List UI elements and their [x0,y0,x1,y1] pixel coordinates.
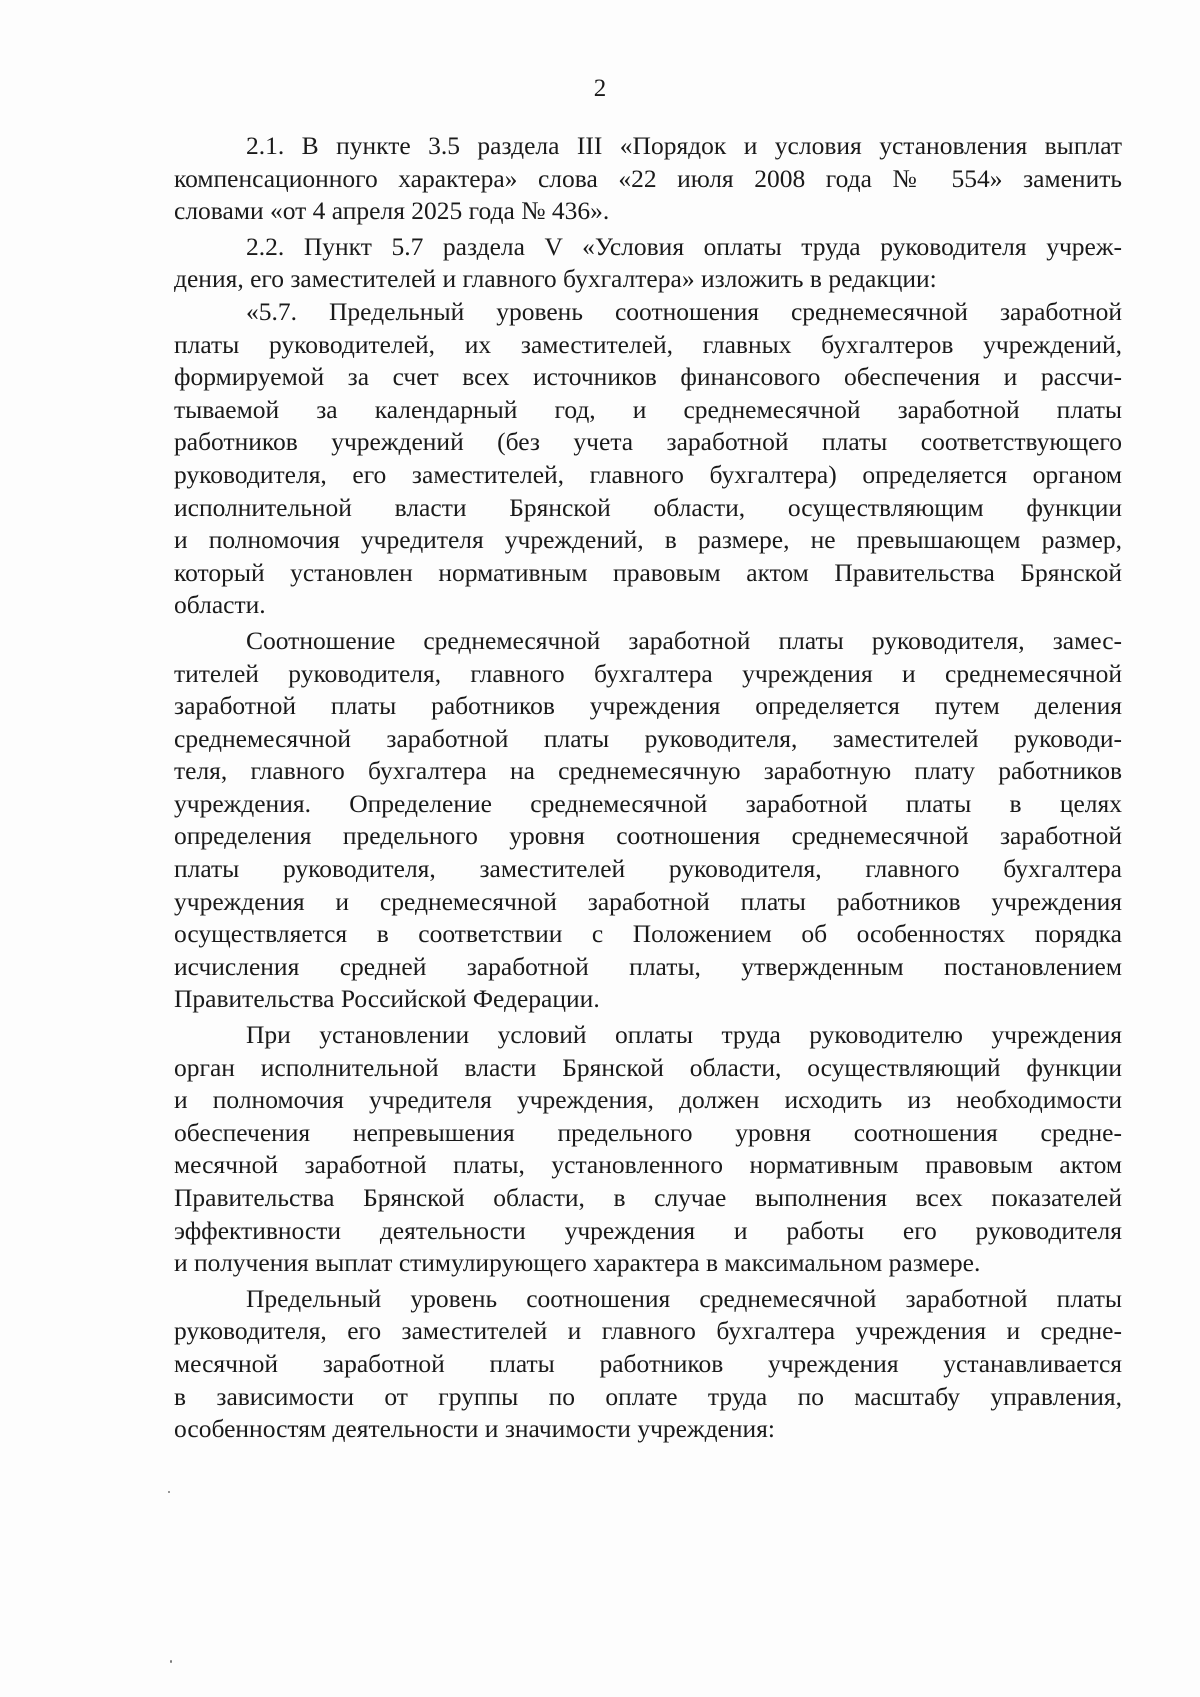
text-line: дения, его заместителей и главного бухгалтера» изложить в редакции: [174,264,937,294]
text-line: который установлен нормативным правовым актом Правительства Брянской [174,557,1122,587]
paragraph-ratio-definition [174,625,1122,1016]
paragraph-2-2 [174,231,1122,296]
text-line: теля, главного бухгалтера на среднемесячную заработную плату работников [174,756,1122,786]
text-line: заработной платы работников учреждения определяется путем деления [174,691,1122,721]
text-line: обеспечения непревышения предельного уровня соотношения средне- [174,1117,1122,1147]
text-line: компенсационного характера» слова «22 июля 2008 года № 554» заменить [174,163,1122,193]
text-line: тителей руководителя, главного бухгалтера учреждения и среднемесячной [174,658,1122,688]
text-line: словами «от 4 апреля 2025 года № 436». [174,196,610,226]
text-line: Предельный уровень соотношения среднемесячной заработной платы [246,1283,1122,1313]
paragraph-limit-level [174,1283,1122,1446]
text-line: учреждения и среднемесячной заработной платы работников учреждения [174,886,1122,916]
paragraph-pay-conditions [174,1019,1122,1280]
text-line: определения предельного уровня соотношения среднемесячной заработной [174,821,1122,851]
text-line: Правительства Российской Федерации. [174,984,600,1014]
text-line: платы руководителя, заместителей руководителя, главного бухгалтера [174,854,1122,884]
text-line: и полномочия учредителя учреждения, должен исходить из необходимости [174,1085,1122,1115]
text-line: учреждения. Определение среднемесячной заработной платы в целях [174,788,1122,818]
text-line: 2.2. Пункт 5.7 раздела V «Условия оплаты труда руководителя учреж- [246,231,1122,261]
text-line: руководителя, его заместителей, главного бухгалтера) определяется органом [174,459,1122,489]
scan-dot [168,1491,170,1493]
text-line: руководителя, его заместителей и главного бухгалтера учреждения и средне- [174,1316,1122,1346]
paragraph-2-1 [174,130,1122,228]
text-line: месячной заработной платы работников учреждения устанавливается [174,1348,1122,1378]
text-line: При установлении условий оплаты труда руководителю учреждения [246,1020,1122,1050]
text-line: эффективности деятельности учреждения и работы его руководителя [174,1215,1122,1245]
text-line: и полномочия учредителя учреждений, в размере, не превышающем размер, [174,525,1122,555]
text-line: месячной заработной платы, установленного нормативным правовым актом [174,1150,1122,1180]
text-line: «5.7. Предельный уровень соотношения среднемесячной заработной [246,296,1122,326]
page-number: 2 [593,75,607,102]
text-line: области. [174,590,266,620]
text-line: Соотношение среднемесячной заработной платы руководителя, замес- [246,625,1122,655]
text-line: среднемесячной заработной платы руководителя, заместителей руководи- [174,723,1122,753]
text-line: работников учреждений (без учета заработной платы соответствующего [174,427,1122,457]
text-line: Правительства Брянской области, в случае выполнения всех показателей [174,1183,1122,1212]
text-line: в зависимости от группы по оплате труда по масштабу управления, [174,1381,1122,1411]
text-line: формируемой за счет всех источников финансового обеспечения и рассчи- [174,362,1122,392]
scan-dot [170,1660,172,1663]
paragraph-5-7 [174,296,1122,622]
text-line: орган исполнительной власти Брянской области, осуществляющий функции [174,1052,1122,1082]
text-line: исполнительной власти Брянской области, осуществляющим функции [174,492,1122,522]
text-line: 2.1. В пункте 3.5 раздела III «Порядок и условия установления выплат [246,131,1122,160]
text-line: особенностям деятельности и значимости учреждения: [174,1414,775,1444]
document-body [174,130,1122,1446]
text-line: осуществляется в соответствии с Положением об особенностях порядка [174,919,1122,949]
text-line: платы руководителей, их заместителей, главных бухгалтеров учреждений, [174,329,1122,359]
text-line: тываемой за календарный год, и среднемесячной заработной платы [174,394,1122,424]
text-line: исчисления средней заработной платы, утвержденным постановлением [174,951,1122,981]
text-line: и получения выплат стимулирующего характера в максимальном размере. [174,1248,981,1278]
